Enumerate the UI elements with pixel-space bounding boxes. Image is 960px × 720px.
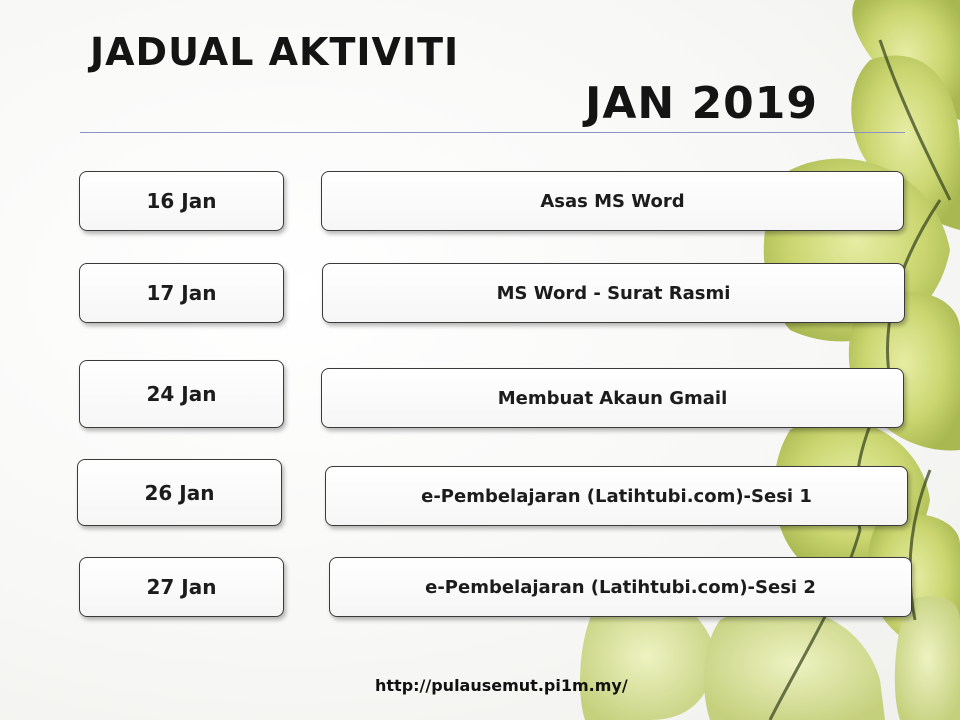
title-divider (80, 132, 905, 133)
slide-subtitle: JAN 2019 (585, 78, 819, 129)
activity-box: Membuat Akaun Gmail (321, 368, 904, 428)
activity-box: e-Pembelajaran (Latihtubi.com)-Sesi 2 (329, 557, 912, 617)
date-box: 26 Jan (77, 459, 282, 526)
slide-title: JADUAL AKTIVITI (90, 30, 460, 74)
activity-box: e-Pembelajaran (Latihtubi.com)-Sesi 1 (325, 466, 908, 526)
date-box: 16 Jan (79, 171, 284, 231)
activity-box: Asas MS Word (321, 171, 904, 231)
date-box: 27 Jan (79, 557, 284, 617)
date-box: 24 Jan (79, 360, 284, 428)
date-box: 17 Jan (79, 263, 284, 323)
activity-box: MS Word - Surat Rasmi (322, 263, 905, 323)
footer-url: http://pulausemut.pi1m.my/ (375, 676, 628, 695)
